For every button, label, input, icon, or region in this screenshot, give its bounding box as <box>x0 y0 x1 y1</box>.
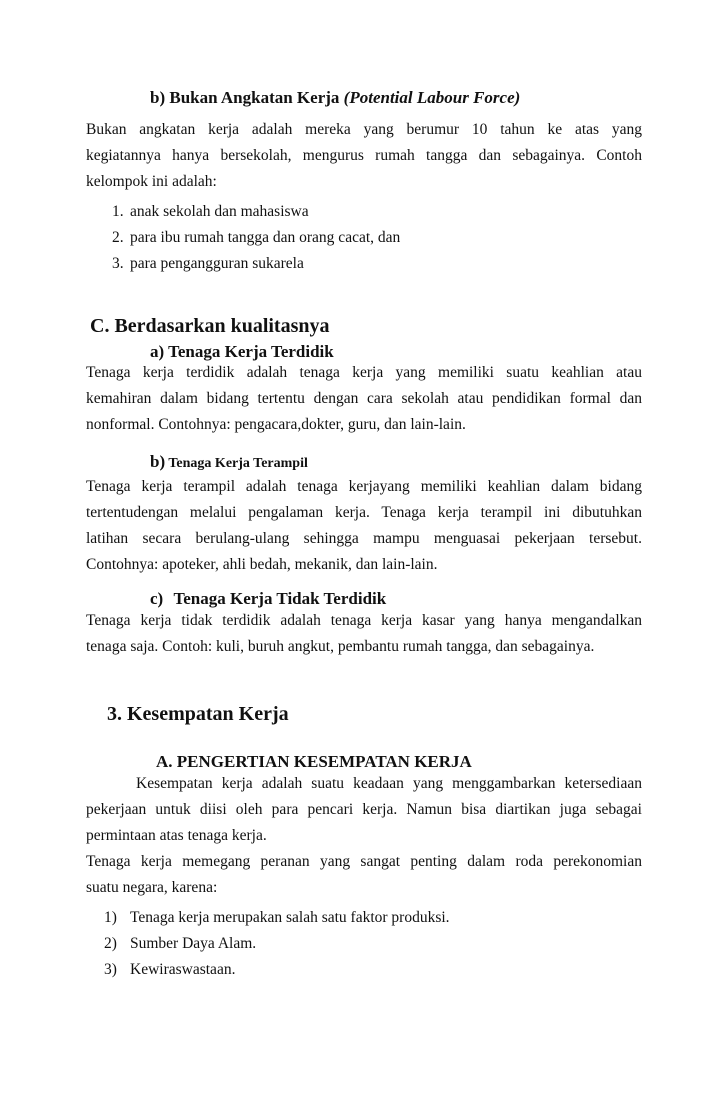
heading-letter: c) <box>150 589 164 608</box>
paragraph-line: suatu negara, karena: <box>86 879 218 896</box>
paragraph-line: kegiatannya hanya bersekolah, mengurus rumah tangga dan sebagainya. Contoh <box>86 147 642 164</box>
list-item-text: Tenaga kerja merupakan salah satu faktor produksi. <box>130 909 450 926</box>
paragraph-line: tenaga saja. Contoh: kuli, buruh angkut, pembantu rumah tangga, dan sebagainya. <box>86 638 595 655</box>
list-item <box>112 225 532 251</box>
heading-kesempatan-kerja: 3. Kesempatan Kerja <box>107 703 289 725</box>
paragraph-tenaga-kerja-tidak-terdidik <box>86 608 642 660</box>
list-item-number: 3) <box>104 961 117 978</box>
list-bukan-angkatan-kerja <box>112 199 532 277</box>
list-item-text: anak sekolah dan mahasiswa <box>130 203 309 220</box>
heading-berdasarkan-kualitasnya: C. Berdasarkan kualitasnya <box>90 315 330 337</box>
paragraph-bukan-angkatan-kerja <box>86 117 642 195</box>
list-item <box>112 199 532 225</box>
list-item <box>104 905 524 931</box>
list-item-text: para pengangguran sukarela <box>130 255 304 272</box>
heading-text: Tenaga Kerja Tidak Terdidik <box>173 589 387 608</box>
paragraph-line: Tenaga kerja tidak terdidik adalah tenaga kerja kasar yang hanya mengandalkan <box>86 612 642 629</box>
heading-bukan-angkatan-kerja <box>150 88 520 108</box>
heading-tenaga-kerja-terdidik: a) Tenaga Kerja Terdidik <box>150 342 334 361</box>
list-item-number: 1) <box>104 909 117 926</box>
paragraph-tenaga-kerja-terdidik <box>86 360 642 438</box>
heading-letter: b) <box>150 452 166 471</box>
paragraph-pengertian-kesempatan-kerja <box>86 771 642 901</box>
paragraph-line: pekerjaan untuk diisi oleh para pencari kerja. Namun bisa diartikan juga sebagai <box>86 801 642 818</box>
list-item-number: 2) <box>104 935 117 952</box>
heading-text: Tenaga Kerja Terampil <box>165 456 308 471</box>
paragraph-line: kelompok ini adalah: <box>86 173 217 190</box>
heading-bukan-angkatan-kerja-italic: (Potential Labour Force) <box>343 88 521 107</box>
paragraph-line: Kesempatan kerja adalah suatu keadaan yang menggambarkan ketersediaan <box>136 775 642 792</box>
paragraph-line: Contohnya: apoteker, ahli bedah, mekanik, dan lain-lain. <box>86 556 438 573</box>
heading-pengertian-kesempatan-kerja: A. PENGERTIAN KESEMPATAN KERJA <box>156 752 472 771</box>
paragraph-tenaga-kerja-terampil <box>86 474 642 578</box>
heading-tenaga-kerja-tidak-terdidik <box>150 589 386 609</box>
paragraph-line: permintaan atas tenaga kerja. <box>86 827 267 844</box>
heading-bukan-angkatan-kerja-text: b) Bukan Angkatan Kerja <box>150 88 344 107</box>
paragraph-line: nonformal. Contohnya: pengacara,dokter, guru, dan lain-lain. <box>86 416 466 433</box>
paragraph-line: Tenaga kerja terdidik adalah tenaga kerja yang memiliki suatu keahlian atau <box>86 364 642 381</box>
list-item-number: 1. <box>112 203 124 220</box>
list-alasan-tenaga-kerja <box>104 905 524 983</box>
paragraph-line: Bukan angkatan kerja adalah mereka yang berumur 10 tahun ke atas yang <box>86 121 642 138</box>
paragraph-line: kemahiran dalam bidang tertentu dengan cara sekolah atau pendidikan formal dan <box>86 390 642 407</box>
list-item <box>104 931 524 957</box>
heading-tenaga-kerja-terampil <box>150 452 308 472</box>
list-item <box>104 957 524 983</box>
list-item-text: Kewiraswastaan. <box>130 961 236 978</box>
list-item-number: 2. <box>112 229 124 246</box>
paragraph-line: tertentudengan melalui pengalaman kerja. Tenaga kerja terampil ini dibutuhkan <box>86 504 642 521</box>
paragraph-line: latihan secara berulang-ulang sehingga mampu menguasai pekerjaan tersebut. <box>86 530 642 547</box>
list-item-text: Sumber Daya Alam. <box>130 935 257 952</box>
list-item-text: para ibu rumah tangga dan orang cacat, dan <box>130 229 401 246</box>
list-item-number: 3. <box>112 255 124 272</box>
paragraph-line: Tenaga kerja memegang peranan yang sangat penting dalam roda perekonomian <box>86 853 642 870</box>
paragraph-line: Tenaga kerja terampil adalah tenaga kerjayang memiliki keahlian dalam bidang <box>86 478 642 495</box>
list-item <box>112 251 532 277</box>
